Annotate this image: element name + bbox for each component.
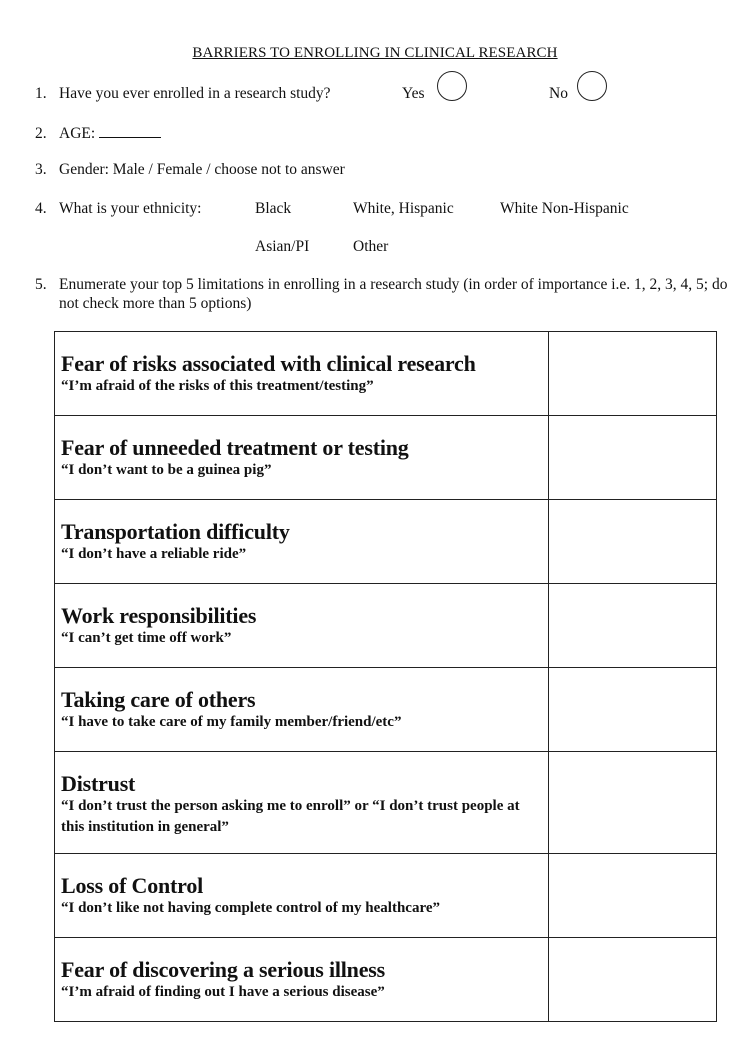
barrier-row	[55, 584, 717, 668]
rank-entry-box[interactable]	[549, 332, 717, 416]
barrier-row	[55, 500, 717, 584]
barrier-row	[55, 938, 717, 1022]
rank-entry-box[interactable]	[549, 500, 717, 584]
barrier-row	[55, 854, 717, 938]
barrier-row	[55, 416, 717, 500]
barrier-heading: Distrust	[61, 771, 136, 796]
ethnicity-option-asian-pi[interactable]: Asian/PI	[255, 238, 310, 255]
form-title: BARRIERS TO ENROLLING IN CLINICAL RESEARCH	[192, 45, 558, 61]
question-2-number: 2.	[35, 125, 47, 142]
barrier-description	[55, 332, 549, 416]
barriers-table	[54, 331, 717, 1022]
no-radio-circle[interactable]	[577, 71, 607, 101]
barrier-heading: Fear of risks associated with clinical research	[61, 351, 476, 376]
question-1-number: 1.	[35, 85, 47, 102]
barrier-heading: Fear of unneeded treatment or testing	[61, 435, 409, 460]
question-2-text: AGE:	[59, 125, 96, 142]
barrier-quote: “I’m afraid of finding out I have a serious disease”	[61, 984, 385, 1000]
question-3	[35, 160, 345, 180]
question-2	[35, 122, 161, 144]
question-5-number: 5.	[35, 276, 47, 293]
ethnicity-option-white-non-hispanic[interactable]: White Non-Hispanic	[500, 200, 629, 217]
rank-entry-box[interactable]	[549, 938, 717, 1022]
question-4-text: What is your ethnicity:	[59, 200, 202, 217]
barrier-quote: “I don’t trust the person asking me to enroll” or “I don’t trust people at this institution in general”	[61, 798, 520, 835]
barrier-heading: Fear of discovering a serious illness	[61, 957, 386, 982]
barrier-description	[55, 752, 549, 854]
barrier-heading: Taking care of others	[61, 687, 256, 712]
question-5-text: Enumerate your top 5 limitations in enrolling in a research study (in order of importance i.e. 1, 2, 3, 4, 5; do not check more than 5 options)	[59, 276, 728, 312]
barrier-description	[55, 854, 549, 938]
barrier-heading: Loss of Control	[61, 873, 204, 898]
ethnicity-option-other[interactable]: Other	[353, 238, 389, 255]
barrier-row	[55, 332, 717, 416]
ethnicity-option-white-hispanic[interactable]: White, Hispanic	[353, 200, 454, 217]
barrier-description	[55, 416, 549, 500]
yes-label: Yes	[402, 85, 425, 102]
question-5	[35, 275, 745, 313]
barrier-description	[55, 500, 549, 584]
barrier-heading: Work responsibilities	[61, 603, 257, 628]
barrier-description	[55, 938, 549, 1022]
barrier-quote: “I have to take care of my family member/friend/etc”	[61, 714, 402, 730]
barrier-quote: “I don’t have a reliable ride”	[61, 546, 247, 562]
rank-entry-box[interactable]	[549, 416, 717, 500]
barrier-quote: “I’m afraid of the risks of this treatment/testing”	[61, 378, 374, 394]
barrier-quote: “I don’t like not having complete control of my healthcare”	[61, 900, 441, 916]
barrier-row	[55, 752, 717, 854]
barrier-description	[55, 584, 549, 668]
question-4	[35, 199, 201, 219]
yes-radio-circle[interactable]	[437, 71, 467, 101]
barrier-heading: Transportation difficulty	[61, 519, 290, 544]
question-3-number: 3.	[35, 161, 47, 178]
barrier-quote: “I can’t get time off work”	[61, 630, 232, 646]
no-label: No	[549, 85, 568, 102]
rank-entry-box[interactable]	[549, 854, 717, 938]
rank-entry-box[interactable]	[549, 584, 717, 668]
barrier-row	[55, 668, 717, 752]
question-1	[35, 84, 331, 104]
age-blank-line[interactable]	[99, 122, 161, 138]
question-4-number: 4.	[35, 200, 47, 217]
question-1-text: Have you ever enrolled in a research study?	[59, 85, 331, 102]
rank-entry-box[interactable]	[549, 752, 717, 854]
question-3-text: Gender: Male / Female / choose not to answer	[59, 161, 345, 178]
rank-entry-box[interactable]	[549, 668, 717, 752]
ethnicity-option-black[interactable]: Black	[255, 200, 292, 217]
barrier-quote: “I don’t want to be a guinea pig”	[61, 462, 272, 478]
barrier-description	[55, 668, 549, 752]
